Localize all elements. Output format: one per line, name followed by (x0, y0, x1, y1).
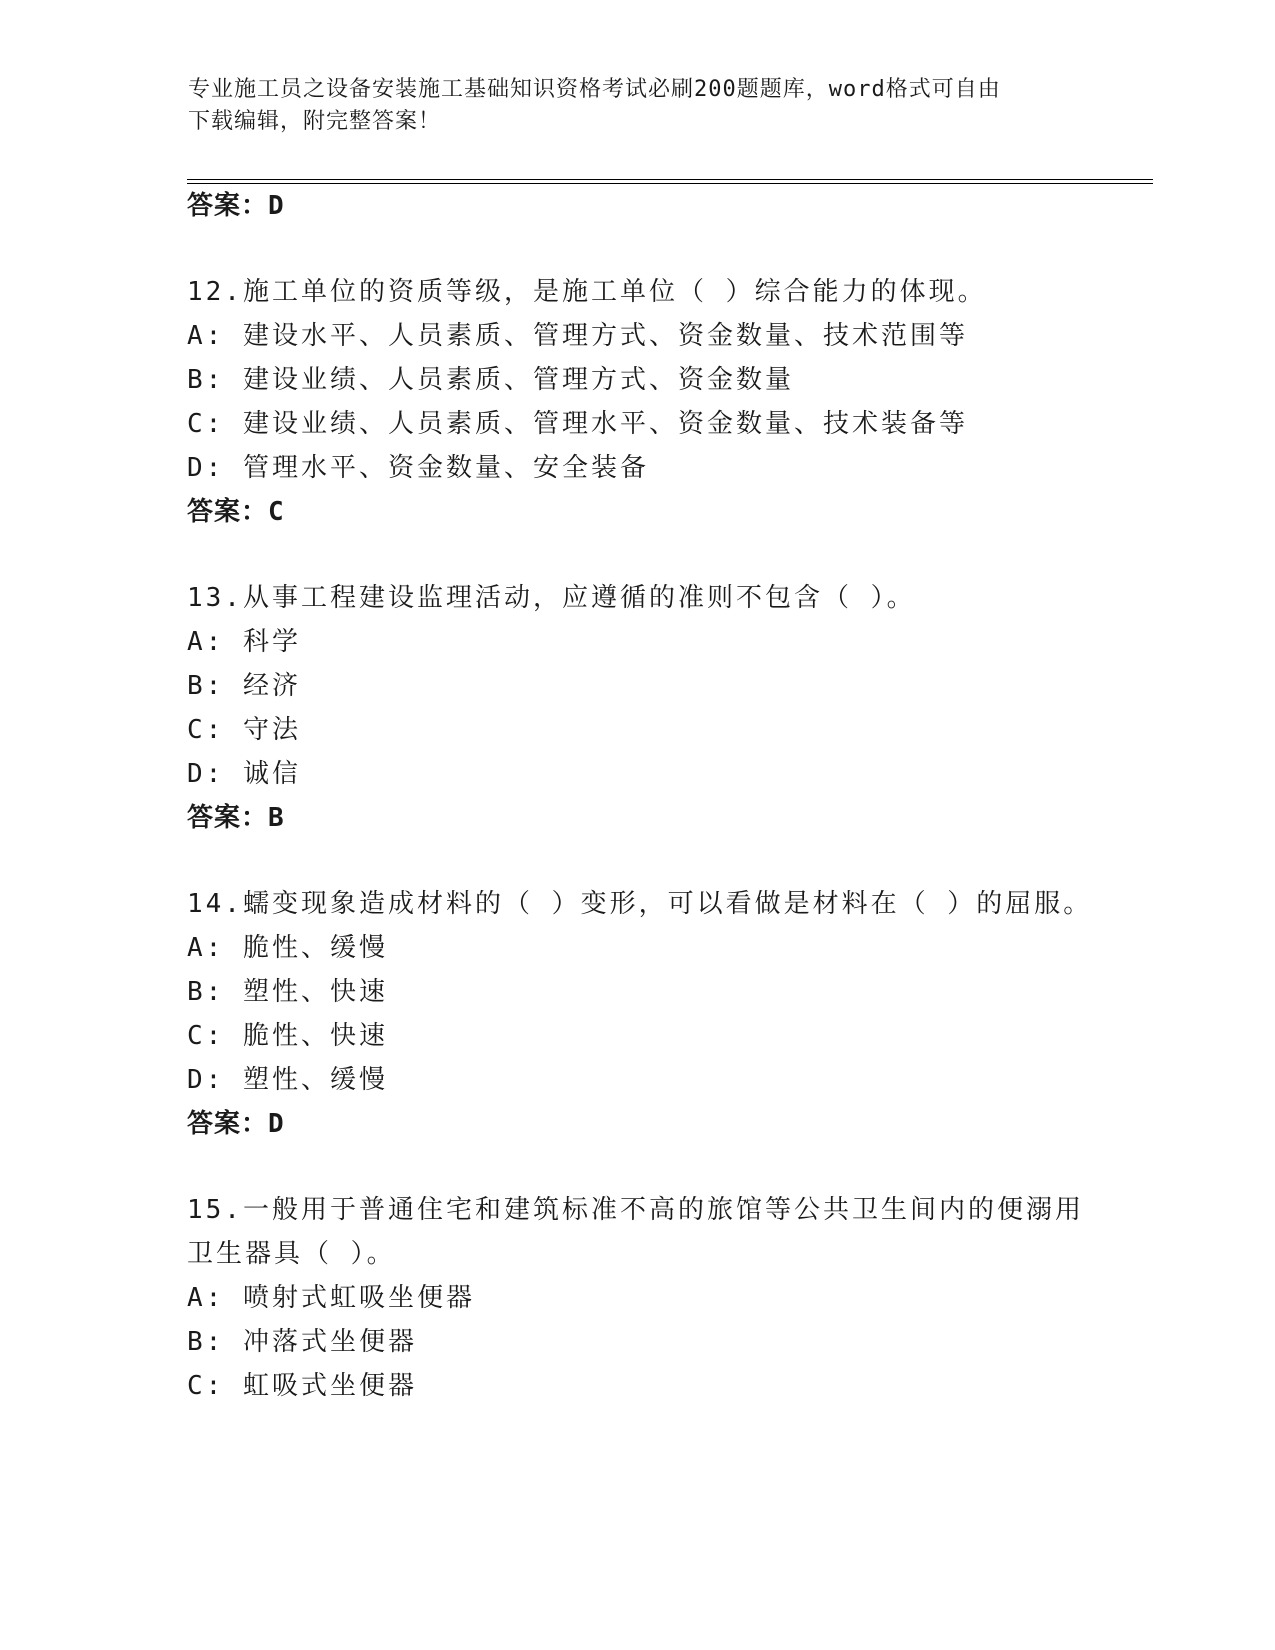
previous-answer: 答案：D (187, 191, 285, 221)
document-header (188, 74, 1088, 138)
question-15-option-b: B: 冲落式坐便器 (187, 1327, 417, 1357)
question-12-option-b: B: 建设业绩、人员素质、管理方式、资金数量 (187, 365, 794, 395)
question-13-option-b: B: 经济 (187, 671, 301, 701)
question-14-option-d: D: 塑性、缓慢 (187, 1065, 388, 1095)
question-15-stem-line-2: 卫生器具（ ）。 (187, 1239, 396, 1269)
question-12-option-a: A: 建设水平、人员素质、管理方式、资金数量、技术范围等 (187, 321, 968, 351)
question-14-option-b: B: 塑性、快速 (187, 977, 388, 1007)
question-13-stem: 13.从事工程建设监理活动，应遵循的准则不包含（ ）。 (187, 583, 916, 613)
question-12-stem: 12.施工单位的资质等级，是施工单位（ ）综合能力的体现。 (187, 277, 987, 307)
question-14-stem: 14.蠕变现象造成材料的（ ）变形，可以看做是材料在（ ）的屈服。 (187, 889, 1093, 919)
header-line-1: 专业施工员之设备安装施工基础知识资格考试必刷200题题库，word格式可自由 (188, 77, 1001, 102)
header-line-2: 下载编辑，附完整答案！ (188, 109, 442, 134)
question-12-option-d: D: 管理水平、资金数量、安全装备 (187, 453, 649, 483)
header-divider (187, 179, 1153, 180)
question-15-option-c: C: 虹吸式坐便器 (187, 1371, 417, 1401)
question-13-option-d: D: 诚信 (187, 759, 301, 789)
question-13-option-a: A: 科学 (187, 627, 301, 657)
question-13-answer: 答案：B (187, 803, 285, 833)
question-12-option-c: C: 建设业绩、人员素质、管理水平、资金数量、技术装备等 (187, 409, 968, 439)
question-12-answer: 答案：C (187, 497, 285, 527)
question-15-option-a: A: 喷射式虹吸坐便器 (187, 1283, 475, 1313)
question-15-stem-line-1: 15.一般用于普通住宅和建筑标准不高的旅馆等公共卫生间内的便溺用 (187, 1195, 1084, 1225)
question-14-option-a: A: 脆性、缓慢 (187, 933, 388, 963)
question-13-option-c: C: 守法 (187, 715, 301, 745)
question-14-option-c: C: 脆性、快速 (187, 1021, 388, 1051)
header-divider-2 (187, 183, 1153, 184)
question-14-answer: 答案：D (187, 1109, 285, 1139)
